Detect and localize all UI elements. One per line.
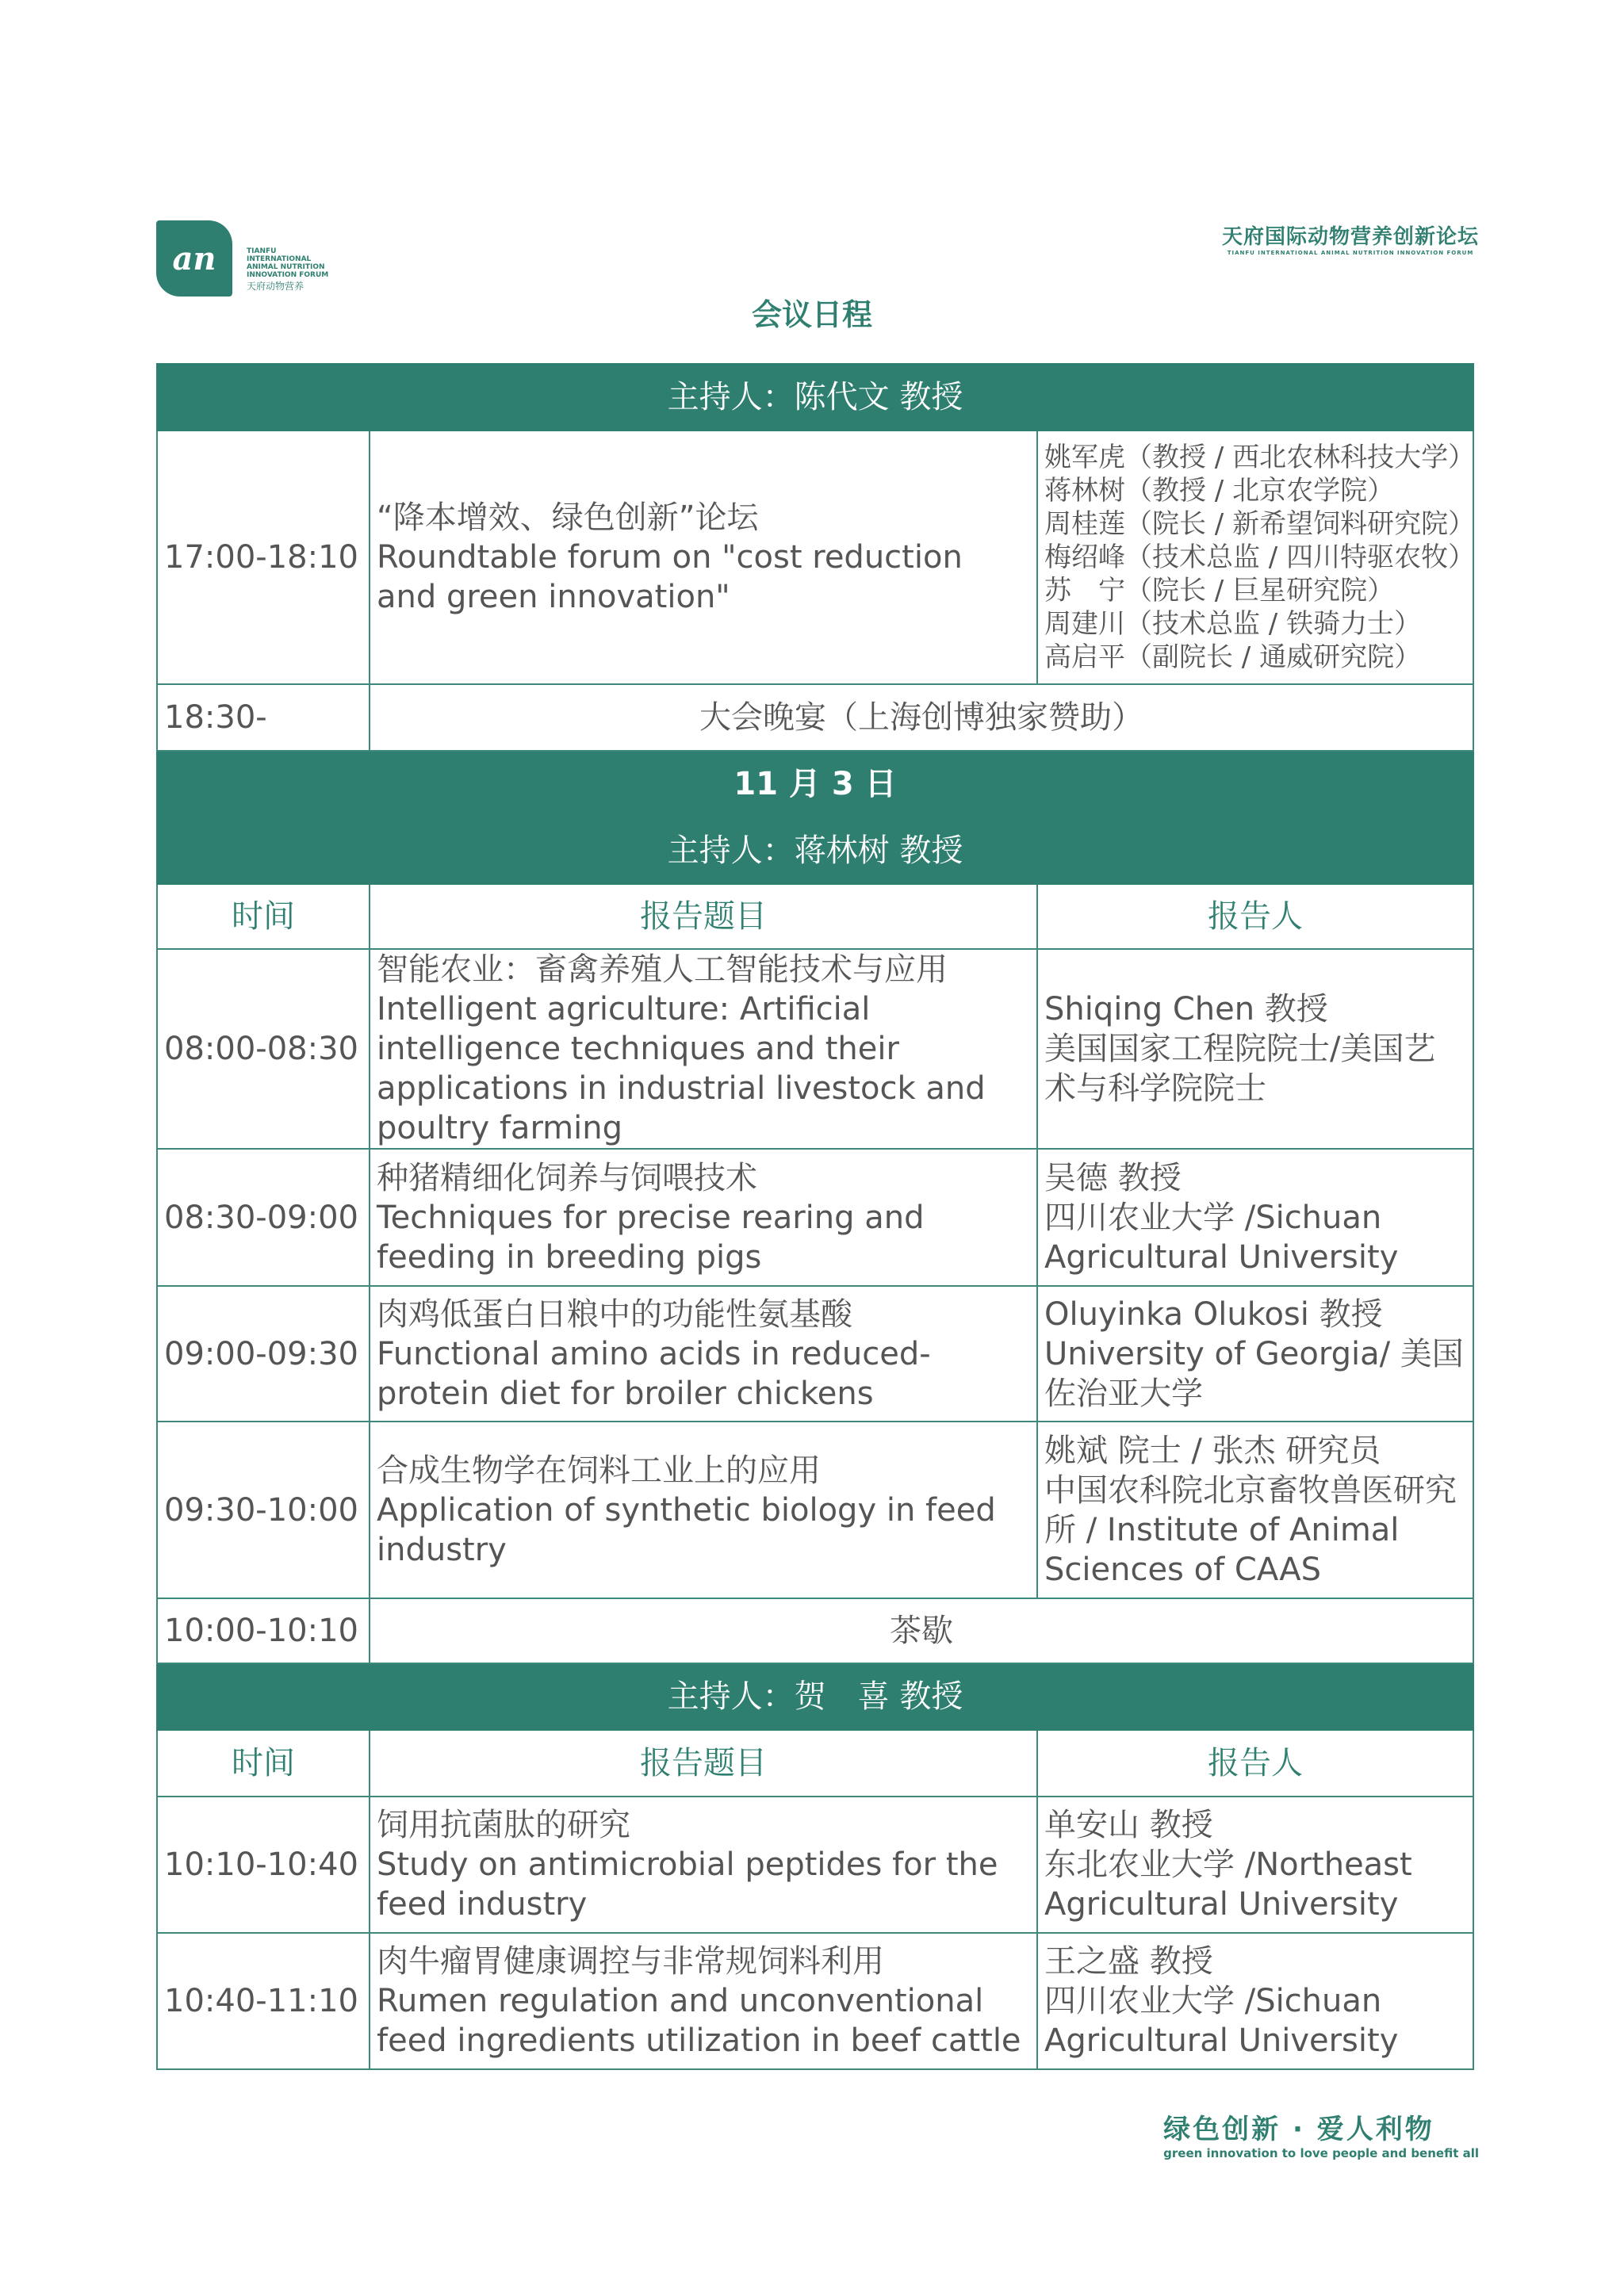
speaker-cell — [1037, 1422, 1473, 1598]
speaker-cell — [1037, 1797, 1473, 1933]
speaker-cell — [1037, 1933, 1473, 2069]
table-row — [157, 1598, 1473, 1663]
column-header-speaker: 报告人 — [1037, 1730, 1473, 1797]
dinner-cell: 大会晚宴（上海创博独家赞助） — [370, 684, 1473, 751]
topic-en: Application of synthetic biology in feed industry — [377, 1491, 996, 1568]
speaker-affiliation: 四川农业大学 /Sichuan Agricultural University — [1044, 1983, 1399, 2059]
speaker-name: 吴德 教授 — [1044, 1159, 1182, 1196]
panelist: 周建川（技术总监 / 铁骑力士） — [1044, 608, 1422, 640]
logo-en-line: INNOVATION FORUM — [247, 271, 329, 279]
host-banner: 主持人：贺 喜 教授 — [157, 1663, 1473, 1730]
panelist: 高启平（副院长 / 通威研究院） — [1044, 641, 1422, 673]
panelist: 蒋林树（教授 / 北京农学院） — [1044, 475, 1395, 507]
speaker-name: 姚斌 院士 / 张杰 研究员 — [1044, 1432, 1381, 1469]
panelist: 姚军虎（教授 / 西北农林科技大学） — [1044, 442, 1476, 473]
footer-slogan — [1163, 2107, 1479, 2160]
time-cell: 09:00-09:30 — [157, 1286, 370, 1422]
forum-logo — [156, 220, 328, 297]
topic-cell — [370, 1933, 1037, 2069]
speaker-affiliation: 中国农科院北京畜牧兽医研究所 / Institute of Animal Sciences of CAAS — [1044, 1471, 1457, 1588]
time-cell: 08:00-08:30 — [157, 949, 370, 1149]
time-cell: 10:00-10:10 — [157, 1598, 370, 1663]
column-header-row — [157, 884, 1473, 949]
time-cell: 10:10-10:40 — [157, 1797, 370, 1933]
speaker-cell — [1037, 949, 1473, 1149]
topic-cell — [370, 949, 1037, 1149]
panelist: 周桂莲（院长 / 新希望饲料研究院） — [1044, 508, 1476, 540]
time-cell: 17:00-18:10 — [157, 430, 370, 684]
topic-en: Study on antimicrobial peptides for the feed industry — [377, 1846, 998, 1923]
column-header-topic: 报告题目 — [370, 884, 1037, 949]
topic-cn: 合成生物学在饲料工业上的应用 — [377, 1452, 821, 1489]
table-row — [157, 1149, 1473, 1286]
table-row — [157, 1797, 1473, 1933]
panelist: 梅绍峰（技术总监 / 四川特驱农牧） — [1044, 541, 1476, 573]
topic-en: Rumen regulation and unconventional feed ingredients utilization in beef cattle — [377, 1983, 1021, 2059]
host-banner: 主持人：蒋林树 教授 — [157, 817, 1473, 884]
speaker-name: 单安山 教授 — [1044, 1807, 1213, 1843]
topic-en: Techniques for precise rearing and feeding in breeding pigs — [377, 1199, 925, 1276]
logo-en-line: INTERNATIONAL — [247, 255, 312, 263]
panelist: 苏 宁（院长 / 巨星研究院） — [1044, 575, 1395, 607]
speaker-affiliation: 美国国家工程院院士/美国艺术与科学院院士 — [1044, 1031, 1436, 1107]
logo-en-line: ANIMAL NUTRITION — [247, 263, 325, 271]
time-cell: 18:30- — [157, 684, 370, 751]
speaker-name: Oluyinka Olukosi 教授 — [1044, 1295, 1383, 1333]
topic-cell — [370, 1797, 1037, 1933]
topic-cell — [370, 1149, 1037, 1286]
topic-cell — [370, 1422, 1037, 1598]
topic-cn: 肉鸡低蛋白日粮中的功能性氨基酸 — [377, 1295, 852, 1333]
speaker-cell — [1037, 1149, 1473, 1286]
topic-cn: 种猪精细化饲养与饲喂技术 — [377, 1159, 757, 1196]
logo-en-line: TIANFU — [247, 247, 277, 255]
topic-cn: 肉牛瘤胃健康调控与非常规饲料利用 — [377, 1943, 884, 1980]
speaker-affiliation: University of Georgia/ 美国佐治亚大学 — [1044, 1335, 1464, 1412]
column-header-speaker: 报告人 — [1037, 884, 1473, 949]
table-row — [157, 949, 1473, 1149]
topic-cell — [370, 1286, 1037, 1422]
break-cell: 茶歇 — [370, 1598, 1473, 1663]
slogan-cn: 绿色创新 · 爱人利物 — [1163, 2114, 1434, 2145]
column-header-time: 时间 — [157, 1730, 370, 1797]
logo-mark: an — [156, 220, 232, 297]
brand-en: TIANFU INTERNATIONAL ANIMAL NUTRITION INNOVATION FORUM — [1227, 250, 1474, 256]
time-cell: 10:40-11:10 — [157, 1933, 370, 2069]
slogan-en: green innovation to love people and benefit all — [1163, 2146, 1479, 2160]
topic-en: Roundtable forum on "cost reduction and green innovation" — [377, 539, 963, 615]
column-header-row — [157, 1730, 1473, 1797]
speaker-name: 王之盛 教授 — [1044, 1943, 1213, 1980]
brand-cn: 天府国际动物营养创新论坛 — [1221, 225, 1479, 249]
brand-header — [1222, 220, 1479, 256]
table-row — [157, 684, 1473, 751]
time-cell: 08:30-09:00 — [157, 1149, 370, 1286]
table-row — [157, 1286, 1473, 1422]
column-header-time: 时间 — [157, 884, 370, 949]
speaker-name: Shiqing Chen 教授 — [1044, 991, 1328, 1027]
schedule-table — [156, 363, 1474, 2070]
topic-en: Functional amino acids in reduced-protein diet for broiler chickens — [377, 1335, 931, 1412]
time-cell: 09:30-10:00 — [157, 1422, 370, 1598]
topic-cn: “降本增效、绿色创新”论坛 — [377, 499, 759, 536]
page-title: 会议日程 — [751, 297, 872, 332]
table-row — [157, 1422, 1473, 1598]
table-row — [157, 430, 1473, 684]
day-banner: 11 月 3 日 — [157, 751, 1473, 817]
speaker-affiliation: 东北农业大学 /Northeast Agricultural University — [1044, 1846, 1412, 1923]
topic-cell — [370, 430, 1037, 684]
table-row — [157, 1933, 1473, 2069]
host-banner: 主持人：陈代文 教授 — [157, 364, 1473, 430]
topic-cn: 饲用抗菌肽的研究 — [377, 1807, 630, 1843]
topic-cn: 智能农业：畜禽养殖人工智能技术与应用 — [377, 951, 948, 988]
logo-text — [247, 247, 328, 290]
column-header-topic: 报告题目 — [370, 1730, 1037, 1797]
speaker-cell — [1037, 1286, 1473, 1422]
logo-cn: 天府动物营养 — [247, 281, 304, 292]
panelists-cell — [1037, 430, 1476, 684]
topic-en: Intelligent agriculture: Artificial intelligence techniques and their applications in industrial livestock and poultry farming — [377, 991, 986, 1146]
speaker-affiliation: 四川农业大学 /Sichuan Agricultural University — [1044, 1199, 1399, 1276]
